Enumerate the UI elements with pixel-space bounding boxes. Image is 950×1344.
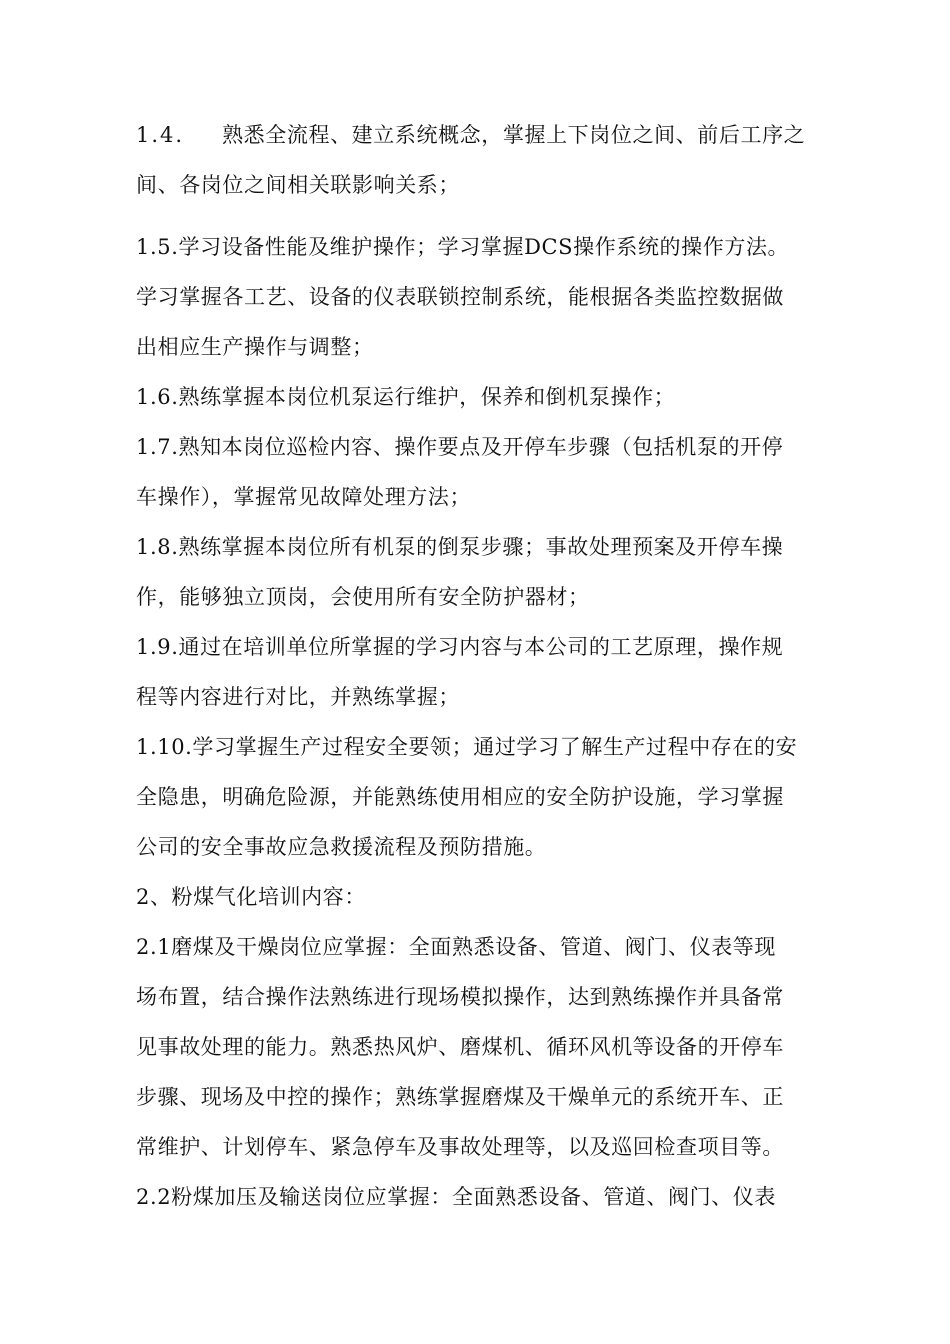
text-line: 1.6.熟练掌握本岗位机泵运行维护，保养和倒机泵操作； <box>136 385 676 409</box>
text-line: 车操作），掌握常见故障处理方法； <box>136 485 472 509</box>
text-line: 步骤、现场及中控的操作；熟练掌握磨煤及干燥单元的系统开车、正 <box>136 1085 784 1109</box>
paragraph-2-1 <box>136 922 826 1172</box>
text-line: 程等内容进行对比，并熟练掌握； <box>136 685 460 709</box>
text-line: 见事故处理的能力。熟悉热风炉、磨煤机、循环风机等设备的开停车 <box>136 1035 784 1059</box>
text-line: 2.1磨煤及干燥岗位应掌握：全面熟悉设备、管道、阀门、仪表等现 <box>136 935 776 959</box>
paragraph-2-2 <box>136 1172 826 1222</box>
text-line: 2.2粉煤加压及输送岗位应掌握：全面熟悉设备、管道、阀门、仪表 <box>136 1185 776 1209</box>
text-line: 出相应生产操作与调整； <box>136 335 374 359</box>
paragraph-1-9 <box>136 622 826 722</box>
text-line: 学习掌握各工艺、设备的仪表联锁控制系统，能根据各类监控数据做 <box>136 285 784 309</box>
section-number: 1.4. <box>136 123 185 147</box>
text-line: 公司的安全事故应急救援流程及预防措施。 <box>136 835 547 859</box>
paragraph-1-5 <box>136 222 826 372</box>
text-line: 2、粉煤气化培训内容： <box>136 885 366 909</box>
paragraph-1-10 <box>136 722 826 872</box>
text-line: 1.9.通过在培训单位所掌握的学习内容与本公司的工艺原理，操作规 <box>136 635 784 659</box>
text-fragment: 熟悉全流程、建立系统概念，掌握上下岗位之间、前后工序之 <box>222 123 806 147</box>
text-line <box>136 110 826 160</box>
paragraph-1-4 <box>136 110 826 210</box>
paragraph-1-6 <box>136 372 826 422</box>
text-line: 1.5.学习设备性能及维护操作；学习掌握DCS操作系统的操作方法。 <box>136 235 790 259</box>
paragraph-1-8 <box>136 522 826 622</box>
text-line: 间、各岗位之间相关联影响关系； <box>136 173 460 197</box>
text-line: 1.8.熟练掌握本岗位所有机泵的倒泵步骤；事故处理预案及开停车操 <box>136 535 784 559</box>
section-heading-2 <box>136 872 826 922</box>
paragraph-1-7 <box>136 422 826 522</box>
text-line: 1.7.熟知本岗位巡检内容、操作要点及开停车步骤（包括机泵的开停 <box>136 435 784 459</box>
text-line: 1.10.学习掌握生产过程安全要领；通过学习了解生产过程中存在的安 <box>136 735 798 759</box>
text-line: 常维护、计划停车、紧急停车及事故处理等，以及巡回检查项目等。 <box>136 1135 784 1159</box>
text-line: 场布置，结合操作法熟练进行现场模拟操作，达到熟练操作并具备常 <box>136 985 784 1009</box>
text-line: 全隐患，明确危险源，并能熟练使用相应的安全防护设施，学习掌握 <box>136 785 784 809</box>
text-line: 作，能够独立顶岗，会使用所有安全防护器材； <box>136 585 590 609</box>
